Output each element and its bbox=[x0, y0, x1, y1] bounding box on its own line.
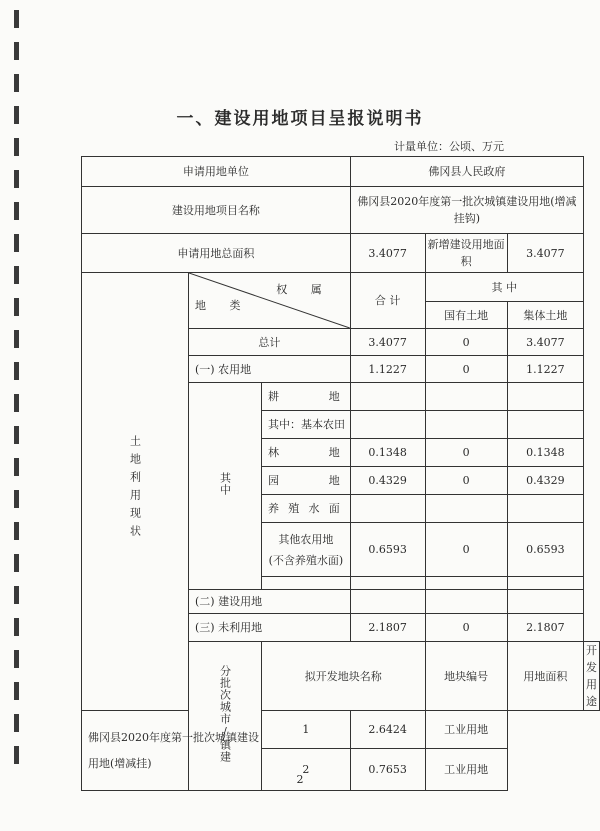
land-use-section-label: 土地利用现状 bbox=[82, 273, 189, 711]
col-parcel-id-header: 地块编号 bbox=[425, 642, 507, 711]
row-unused-state: 0 bbox=[425, 614, 507, 642]
row-arable-state bbox=[425, 383, 507, 411]
binding-mark bbox=[14, 394, 19, 412]
row-basic-total bbox=[350, 411, 425, 439]
row-unused-total: 2.1807 bbox=[350, 614, 425, 642]
row-other-agri-line2: (不含养殖水面) bbox=[268, 553, 344, 567]
binding-mark bbox=[14, 266, 19, 284]
row-aquaculture-label: 养 殖 水 面 bbox=[262, 495, 351, 523]
row-spacer bbox=[507, 577, 583, 590]
row-other-agri-line1: 其他农用地 bbox=[278, 532, 334, 546]
binding-mark bbox=[14, 330, 19, 348]
row-total-state: 0 bbox=[425, 329, 507, 356]
row-arable-total bbox=[350, 383, 425, 411]
binding-mark bbox=[14, 42, 19, 60]
project-table bbox=[81, 156, 600, 791]
row-forest-collective: 0.1348 bbox=[507, 439, 583, 467]
row-other-total: 0.6593 bbox=[350, 523, 425, 577]
row-aqua-state bbox=[425, 495, 507, 523]
page-number: 2 bbox=[296, 773, 304, 786]
row-arable-collective bbox=[507, 383, 583, 411]
applicant-label: 申请用地单位 bbox=[82, 157, 351, 187]
binding-mark bbox=[14, 746, 19, 764]
col-parcel-name-header: 拟开发地块名称 bbox=[262, 642, 426, 711]
parcel-1-use: 工业用地 bbox=[425, 711, 507, 749]
col-collective-header: 集体土地 bbox=[507, 302, 583, 329]
row-agri-total: 1.1227 bbox=[350, 356, 425, 383]
binding-mark bbox=[14, 490, 19, 508]
parcel-1-id: 1 bbox=[262, 711, 351, 749]
row-total-total: 3.4077 bbox=[350, 329, 425, 356]
row-agri-label: (一) 农用地 bbox=[189, 356, 351, 383]
binding-mark bbox=[14, 74, 19, 92]
row-forest-label: 林 地 bbox=[262, 439, 351, 467]
row-garden-collective: 0.4329 bbox=[507, 467, 583, 495]
binding-mark bbox=[14, 682, 19, 700]
binding-mark bbox=[14, 650, 19, 668]
row-construction-collective bbox=[507, 590, 583, 614]
binding-mark bbox=[14, 298, 19, 316]
row-construction-label: (二) 建设用地 bbox=[189, 590, 351, 614]
row-construction-total bbox=[350, 590, 425, 614]
binding-mark bbox=[14, 714, 19, 732]
project-label: 建设用地项目名称 bbox=[82, 187, 351, 234]
col-parcel-area-header: 用地面积 bbox=[507, 642, 583, 711]
total-area-value: 3.4077 bbox=[350, 234, 425, 273]
parcel-1-area: 2.6424 bbox=[350, 711, 425, 749]
project-value: 佛冈县2020年度第一批次城镇建设用地(增减挂钩) bbox=[350, 187, 583, 234]
batch-section-label: 分批次城市/镇建 bbox=[189, 642, 262, 791]
row-agri-collective: 1.1227 bbox=[507, 356, 583, 383]
binding-mark bbox=[14, 138, 19, 156]
col-among-header: 其 中 bbox=[425, 273, 583, 302]
row-spacer bbox=[425, 577, 507, 590]
parcel-2-use: 工业用地 bbox=[425, 749, 507, 791]
binding-mark bbox=[14, 234, 19, 252]
parcel-2-id: 2 bbox=[262, 749, 351, 791]
col-parcel-use-header: 开发用途 bbox=[584, 642, 600, 711]
row-garden-label: 园 地 bbox=[262, 467, 351, 495]
row-other-agri-label bbox=[262, 523, 351, 577]
row-aqua-total bbox=[350, 495, 425, 523]
binding-mark bbox=[14, 458, 19, 476]
row-basic-farmland-label: 其中：基本农田 bbox=[262, 411, 351, 439]
row-other-state: 0 bbox=[425, 523, 507, 577]
binding-mark bbox=[14, 10, 19, 28]
col-total-header: 合 计 bbox=[350, 273, 425, 329]
row-total-collective: 3.4077 bbox=[507, 329, 583, 356]
row-agri-state: 0 bbox=[425, 356, 507, 383]
binding-mark bbox=[14, 618, 19, 636]
row-construction-state bbox=[425, 590, 507, 614]
header-diagonal-cell bbox=[189, 273, 351, 329]
row-garden-total: 0.4329 bbox=[350, 467, 425, 495]
document-title: 一、建设用地项目呈报说明书 bbox=[176, 109, 424, 129]
subgroup-label: 其中 bbox=[189, 383, 262, 590]
parcel-name: 佛冈县2020年度第一批次城镇建设用地(增减挂) bbox=[82, 711, 262, 791]
row-garden-state: 0 bbox=[425, 467, 507, 495]
row-aqua-collective bbox=[507, 495, 583, 523]
unit-note: 计量单位：公顷、万元 bbox=[394, 140, 504, 153]
new-area-label: 新增建设用地面积 bbox=[425, 234, 507, 273]
binding-mark bbox=[14, 170, 19, 188]
row-unused-collective: 2.1807 bbox=[507, 614, 583, 642]
row-forest-total: 0.1348 bbox=[350, 439, 425, 467]
binding-mark bbox=[14, 554, 19, 572]
binding-mark bbox=[14, 202, 19, 220]
binding-mark bbox=[14, 426, 19, 444]
header-land-type: 地 类 bbox=[195, 299, 251, 312]
new-area-value: 3.4077 bbox=[507, 234, 583, 273]
row-unused-label: (三) 未利用地 bbox=[189, 614, 351, 642]
row-spacer bbox=[262, 577, 351, 590]
binding-mark bbox=[14, 586, 19, 604]
row-spacer bbox=[350, 577, 425, 590]
row-other-collective: 0.6593 bbox=[507, 523, 583, 577]
header-ownership: 权 属 bbox=[276, 283, 332, 296]
applicant-value: 佛冈县人民政府 bbox=[350, 157, 583, 187]
col-state-header: 国有土地 bbox=[425, 302, 507, 329]
row-forest-state: 0 bbox=[425, 439, 507, 467]
row-arable-label: 耕 地 bbox=[262, 383, 351, 411]
row-basic-collective bbox=[507, 411, 583, 439]
binding-mark bbox=[14, 522, 19, 540]
row-total-label: 总计 bbox=[189, 329, 351, 356]
total-area-label: 申请用地总面积 bbox=[82, 234, 351, 273]
row-basic-state bbox=[425, 411, 507, 439]
parcel-2-area: 0.7653 bbox=[350, 749, 425, 791]
binding-mark bbox=[14, 362, 19, 380]
